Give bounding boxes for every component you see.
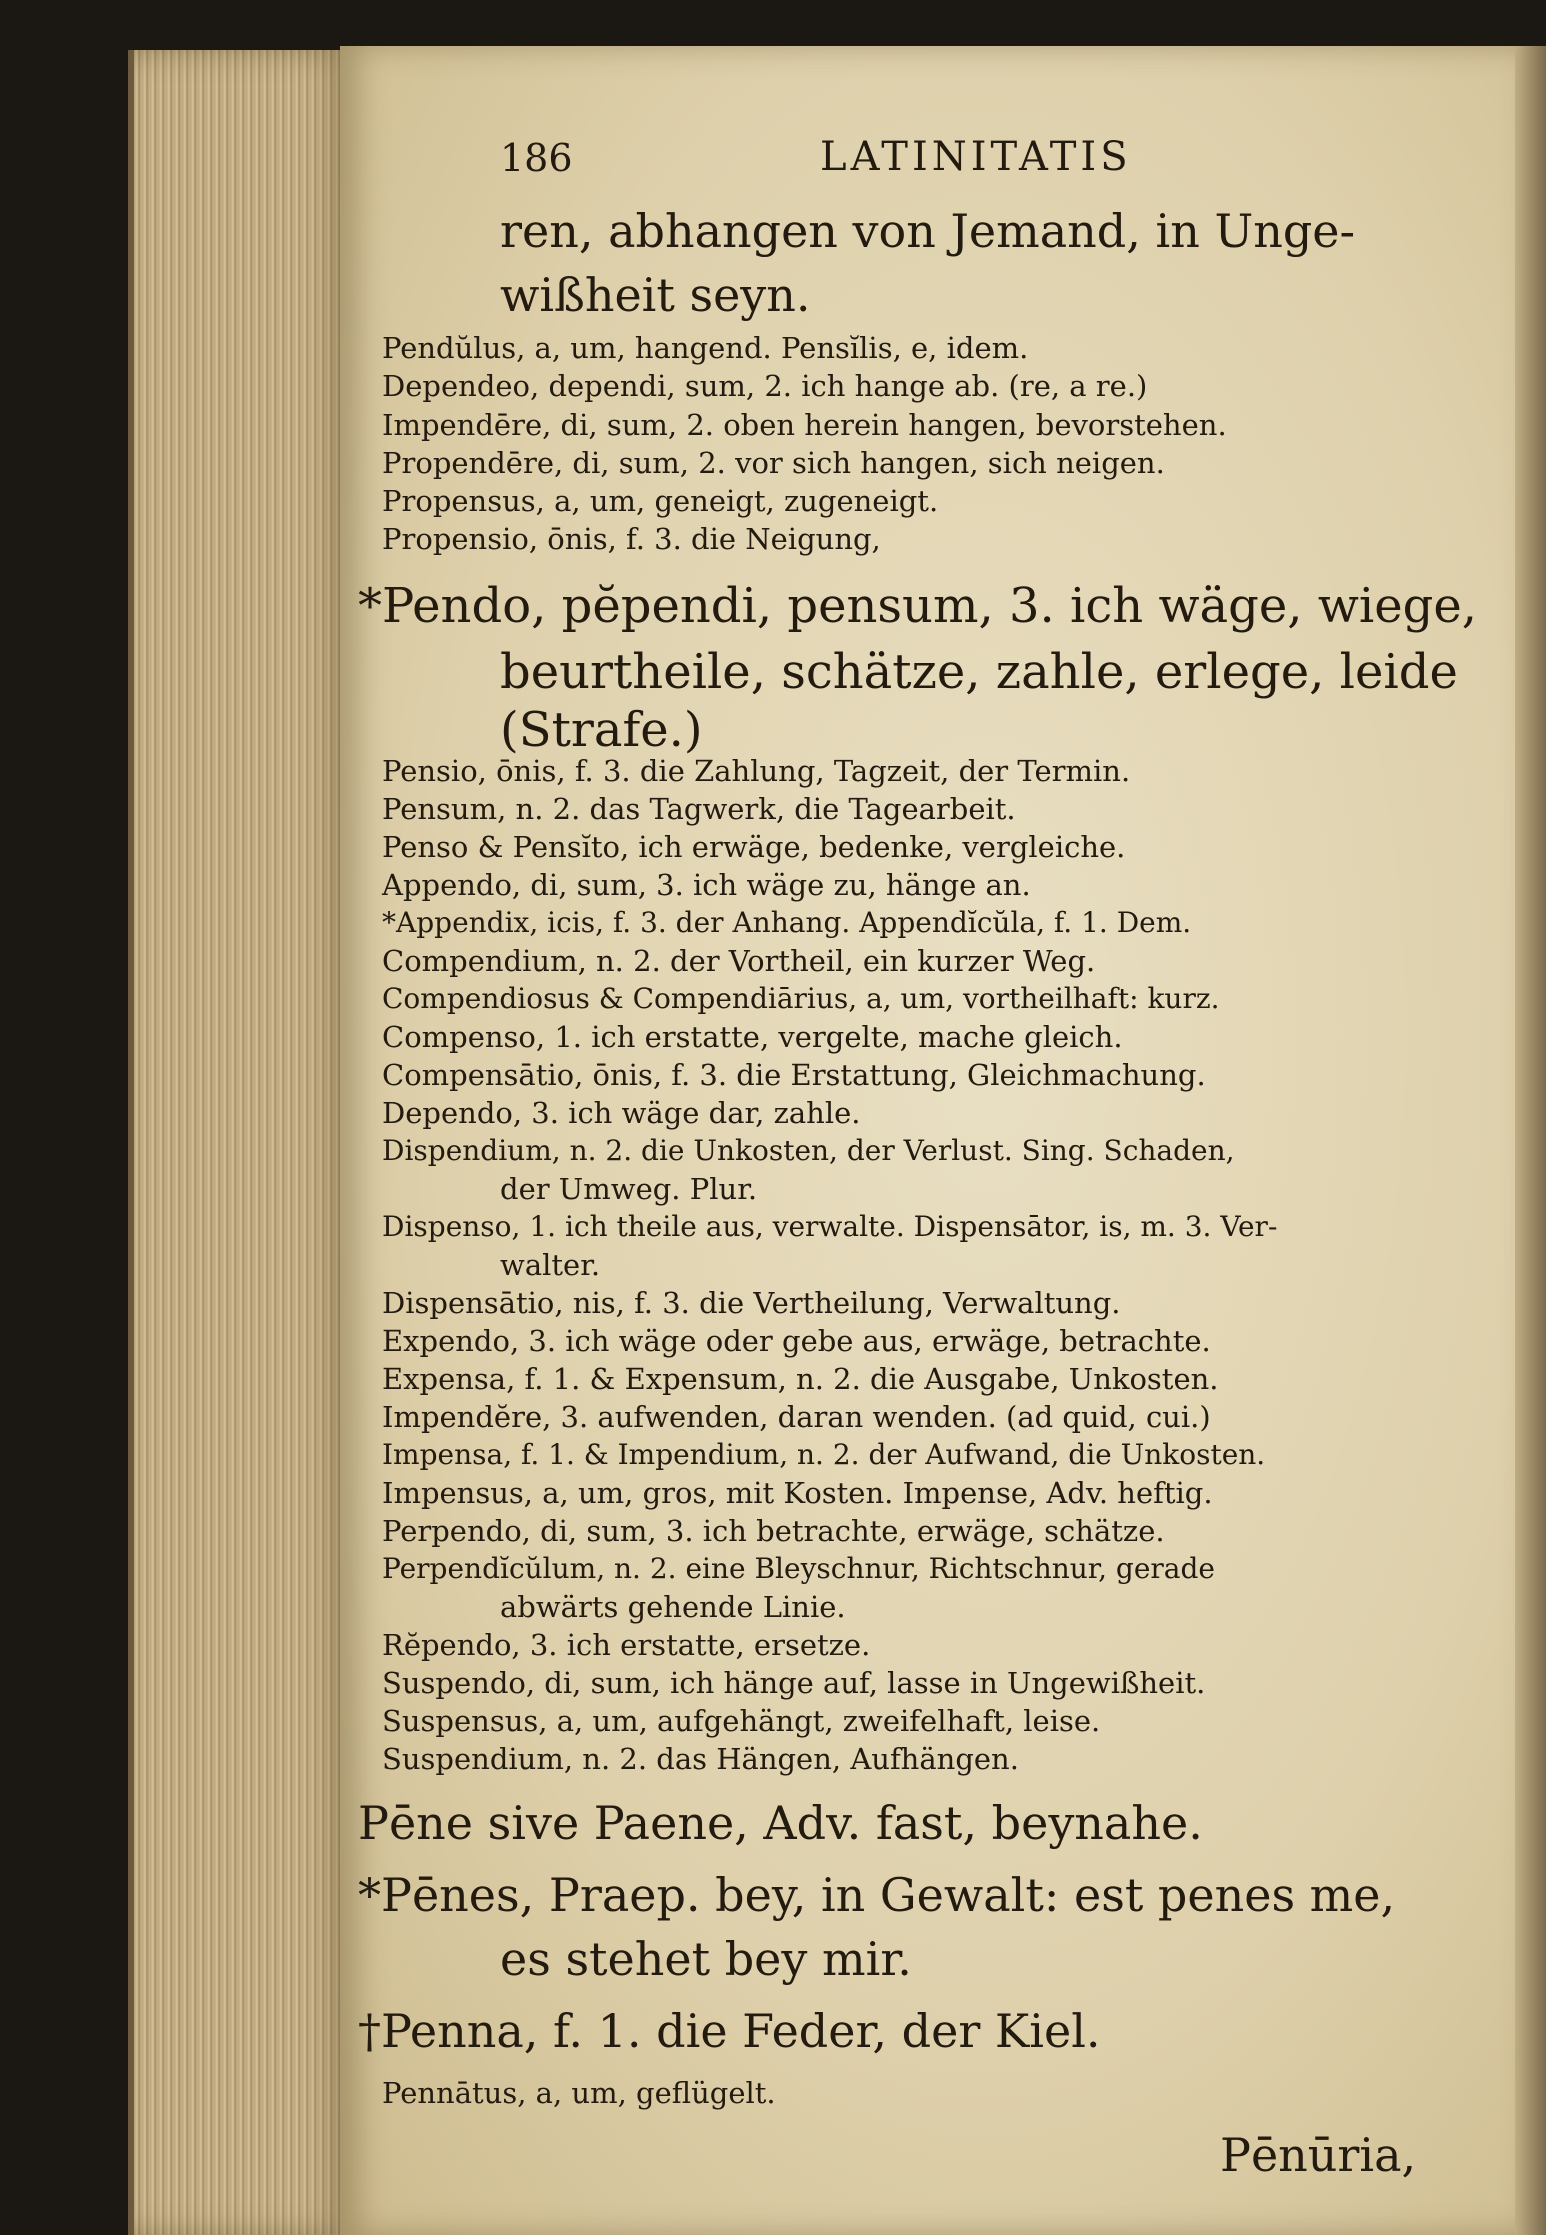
text-line: *Pēnes, Praep. bey, in Gewalt: est penes me, — [358, 1868, 1396, 1922]
text-line: Perpendo, di, sum, 3. ich betrachte, erwäge, schätze. — [382, 1514, 1165, 1548]
text-line: der Umweg. Plur. — [500, 1172, 758, 1206]
text-line: *Appendix, icis, f. 3. der Anhang. Appendĭcŭla, f. 1. Dem. — [382, 906, 1192, 939]
text-line: Suspendo, di, sum, ich hänge auf, lasse in Ungewißheit. — [382, 1666, 1206, 1700]
text-line: *Pendo, pĕpendi, pensum, 3. ich wäge, wiege, — [358, 578, 1478, 634]
text-line: Penso & Pensĭto, ich erwäge, bedenke, vergleiche. — [382, 830, 1126, 864]
text-line: †Penna, f. 1. die Feder, der Kiel. — [358, 2004, 1101, 2058]
text-line: Pēne sive Paene, Adv. fast, beynahe. — [358, 1796, 1203, 1850]
text-line: Impendĕre, 3. aufwenden, daran wenden. (ad quid, cui.) — [382, 1400, 1211, 1434]
text-line: Rĕpendo, 3. ich erstatte, ersetze. — [382, 1628, 871, 1662]
text-line: Impensa, f. 1. & Impendium, n. 2. der Aufwand, die Unkosten. — [382, 1438, 1266, 1471]
book-page — [340, 46, 1515, 2235]
text-line: Compenso, 1. ich erstatte, vergelte, mache gleich. — [382, 1020, 1123, 1054]
text-line: Pensio, ōnis, f. 3. die Zahlung, Tagzeit, der Termin. — [382, 754, 1131, 788]
text-line: Dispensātio, nis, f. 3. die Vertheilung, Verwaltung. — [382, 1286, 1121, 1320]
text-line: Appendo, di, sum, 3. ich wäge zu, hänge an. — [382, 868, 1031, 902]
text-line: es stehet bey mir. — [500, 1932, 912, 1986]
text-line: (Strafe.) — [500, 702, 703, 758]
text-line: Expensa, f. 1. & Expensum, n. 2. die Ausgabe, Unkosten. — [382, 1362, 1219, 1396]
text-line: abwärts gehende Linie. — [500, 1590, 846, 1624]
page-right-edge — [1515, 46, 1546, 2235]
page-text — [340, 46, 1515, 2235]
text-line: ren, abhangen von Jemand, in Unge- — [500, 204, 1356, 258]
text-line: beurtheile, schätze, zahle, erlege, leide — [500, 644, 1458, 700]
text-line: Dependo, 3. ich wäge dar, zahle. — [382, 1096, 861, 1130]
text-line: Dependeo, dependi, sum, 2. ich hange ab. (re, a re.) — [382, 369, 1148, 403]
text-line: Pennātus, a, um, geflügelt. — [382, 2076, 776, 2110]
catchword: Pēnūria, — [1220, 2128, 1417, 2182]
page-stack-edge — [128, 50, 354, 2235]
text-line: Compendium, n. 2. der Vortheil, ein kurzer Weg. — [382, 944, 1096, 978]
text-line: walter. — [500, 1248, 601, 1282]
text-line: Propensus, a, um, geneigt, zugeneigt. — [382, 484, 939, 518]
text-line: Suspendium, n. 2. das Hängen, Aufhängen. — [382, 1742, 1019, 1776]
text-line: Suspensus, a, um, aufgehängt, zweifelhaft, leise. — [382, 1704, 1101, 1738]
text-line: Perpendĭcŭlum, n. 2. eine Bleyschnur, Richtschnur, gerade — [382, 1552, 1215, 1585]
text-line: wißheit seyn. — [500, 268, 811, 322]
text-line: Dispendium, n. 2. die Unkosten, der Verlust. Sing. Schaden, — [382, 1134, 1235, 1167]
text-line: Expendo, 3. ich wäge oder gebe aus, erwäge, betrachte. — [382, 1324, 1211, 1358]
text-line: Compensātio, ōnis, f. 3. die Erstattung, Gleichmachung. — [382, 1058, 1206, 1092]
text-line: Dispenso, 1. ich theile aus, verwalte. Dispensātor, is, m. 3. Ver- — [382, 1210, 1278, 1243]
text-line: Compendiosus & Compendiārius, a, um, vortheilhaft: kurz. — [382, 982, 1220, 1015]
text-line: Pensum, n. 2. das Tagwerk, die Tagearbeit. — [382, 792, 1016, 826]
text-line: Impensus, a, um, gros, mit Kosten. Impense, Adv. heftig. — [382, 1476, 1213, 1510]
text-line: Propendēre, di, sum, 2. vor sich hangen, sich neigen. — [382, 446, 1165, 480]
text-line: Propensio, ōnis, f. 3. die Neigung, — [382, 522, 881, 556]
text-line: Impendēre, di, sum, 2. oben herein hangen, bevorstehen. — [382, 408, 1227, 442]
page-number: 186 — [500, 136, 573, 180]
running-title: LATINITATIS — [820, 134, 1132, 180]
text-line: Pendŭlus, a, um, hangend. Pensĭlis, e, idem. — [382, 331, 1029, 365]
